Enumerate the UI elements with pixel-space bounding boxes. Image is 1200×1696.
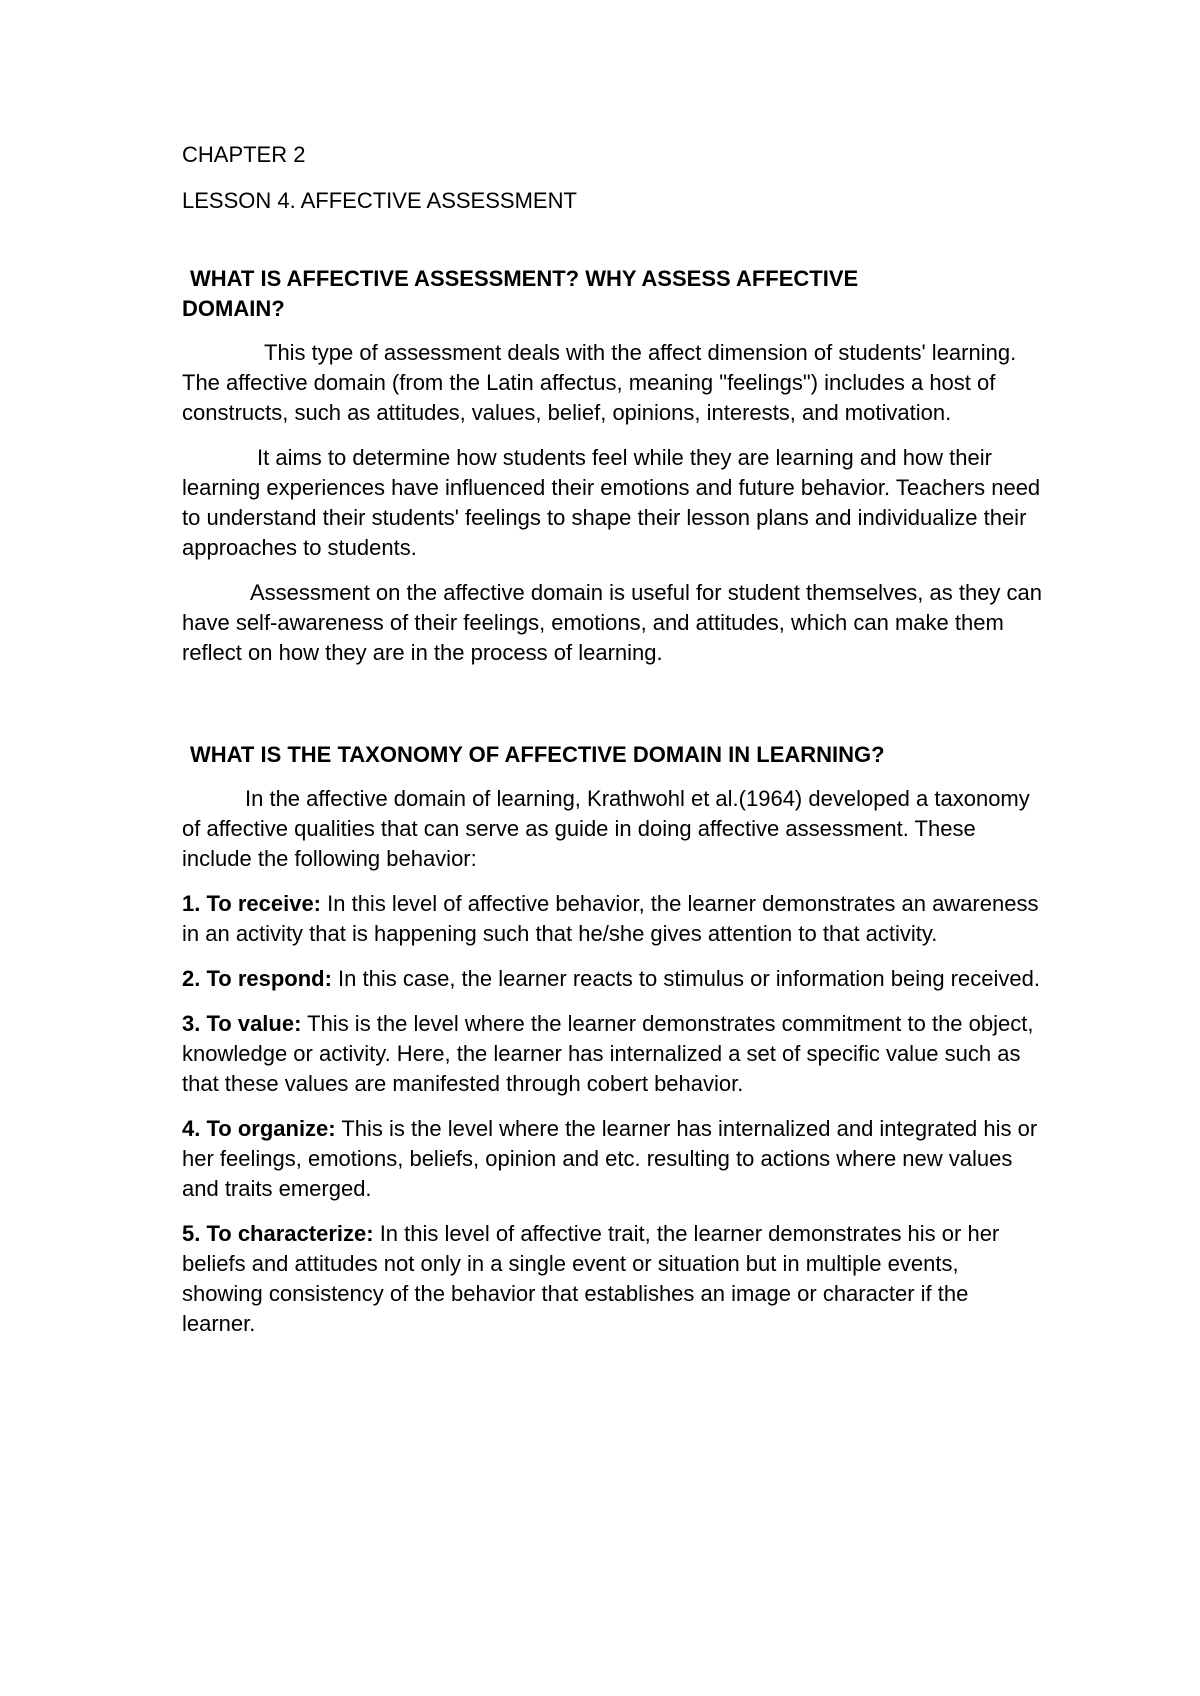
taxonomy-item-1-number: 1. <box>182 891 207 916</box>
taxonomy-item-3-number: 3 <box>182 1011 195 1036</box>
taxonomy-item-4 <box>182 1114 1042 1204</box>
taxonomy-item-5 <box>182 1219 1042 1339</box>
document-body <box>182 140 1042 1354</box>
section1-heading-line1: WHAT IS AFFECTIVE ASSESSMENT? WHY ASSESS AFFECTIVE <box>190 266 859 291</box>
section2-intro: In the affective domain of learning, Krathwohl et al.(1964) developed a taxonomy of affective qualities that can serve as guide in doing affective assessment. These include the following behavior: <box>182 786 1030 871</box>
taxonomy-item-1 <box>182 889 1042 949</box>
taxonomy-item-5-text: In this level of affective trait, the learner demonstrates his or her beliefs and attitudes not only in a single event or situation but in multiple events, showing consistency of the behavior that establishes an image or character if the learner. <box>182 1221 1000 1336</box>
taxonomy-item-1-text: In this level of affective behavior, the learner demonstrates an awareness in an activity that is happening such that he/she gives attention to that activity. <box>182 891 1039 946</box>
taxonomy-item-2 <box>182 964 1042 994</box>
section1-heading-line2: DOMAIN? <box>182 296 285 321</box>
lesson-title: LESSON 4. AFFECTIVE ASSESSMENT <box>182 188 577 213</box>
taxonomy-item-5-term: To characterize: <box>206 1221 374 1246</box>
chapter-title: CHAPTER 2 <box>182 142 306 167</box>
section-spacer <box>182 683 1042 740</box>
taxonomy-item-4-term: To organize: <box>206 1116 336 1141</box>
taxonomy-item-1-term: To receive: <box>206 891 322 916</box>
taxonomy-item-3-text: This is the level where the learner demonstrates commitment to the object, knowledge or activity. Here, the learner has internalized a set of specific value such as that these values are manifested through cobert behavior. <box>182 1011 1034 1096</box>
taxonomy-item-5-number: 5. <box>182 1221 207 1246</box>
section1-paragraph-2: It aims to determine how students feel while they are learning and how their learning experiences have influenced their emotions and future behavior. Teachers need to understand their students' feelings to shape their lesson plans and individualize their approaches to students. <box>182 445 1041 560</box>
taxonomy-item-2-term: To respond: <box>206 966 332 991</box>
taxonomy-item-3 <box>182 1009 1042 1099</box>
section1-paragraph-1: This type of assessment deals with the affect dimension of students' learning. The affective domain (from the Latin affectus, meaning "feelings") includes a host of constructs, such as attitudes, values, belief, opinions, interests, and motivation. <box>182 340 1017 425</box>
taxonomy-item-4-number: 4. <box>182 1116 207 1141</box>
taxonomy-item-2-text: In this case, the learner reacts to stimulus or information being received. <box>331 966 1040 991</box>
section1-paragraph-3: Assessment on the affective domain is useful for student themselves, as they can have self-awareness of their feelings, emotions, and attitudes, which can make them reflect on how they are in the process of learning. <box>182 580 1043 665</box>
taxonomy-item-3-term: . To value: <box>194 1011 302 1036</box>
section2-heading <box>182 740 1042 770</box>
taxonomy-item-4-text: This is the level where the learner has internalized and integrated his or her feelings, emotions, beliefs, opinion and etc. resulting to actions where new values and traits emerged. <box>182 1116 1038 1201</box>
section1-heading <box>182 264 1042 324</box>
taxonomy-item-2-number: 2. <box>182 966 207 991</box>
section2-heading-text: WHAT IS THE TAXONOMY OF AFFECTIVE DOMAIN IN LEARNING? <box>190 742 885 767</box>
